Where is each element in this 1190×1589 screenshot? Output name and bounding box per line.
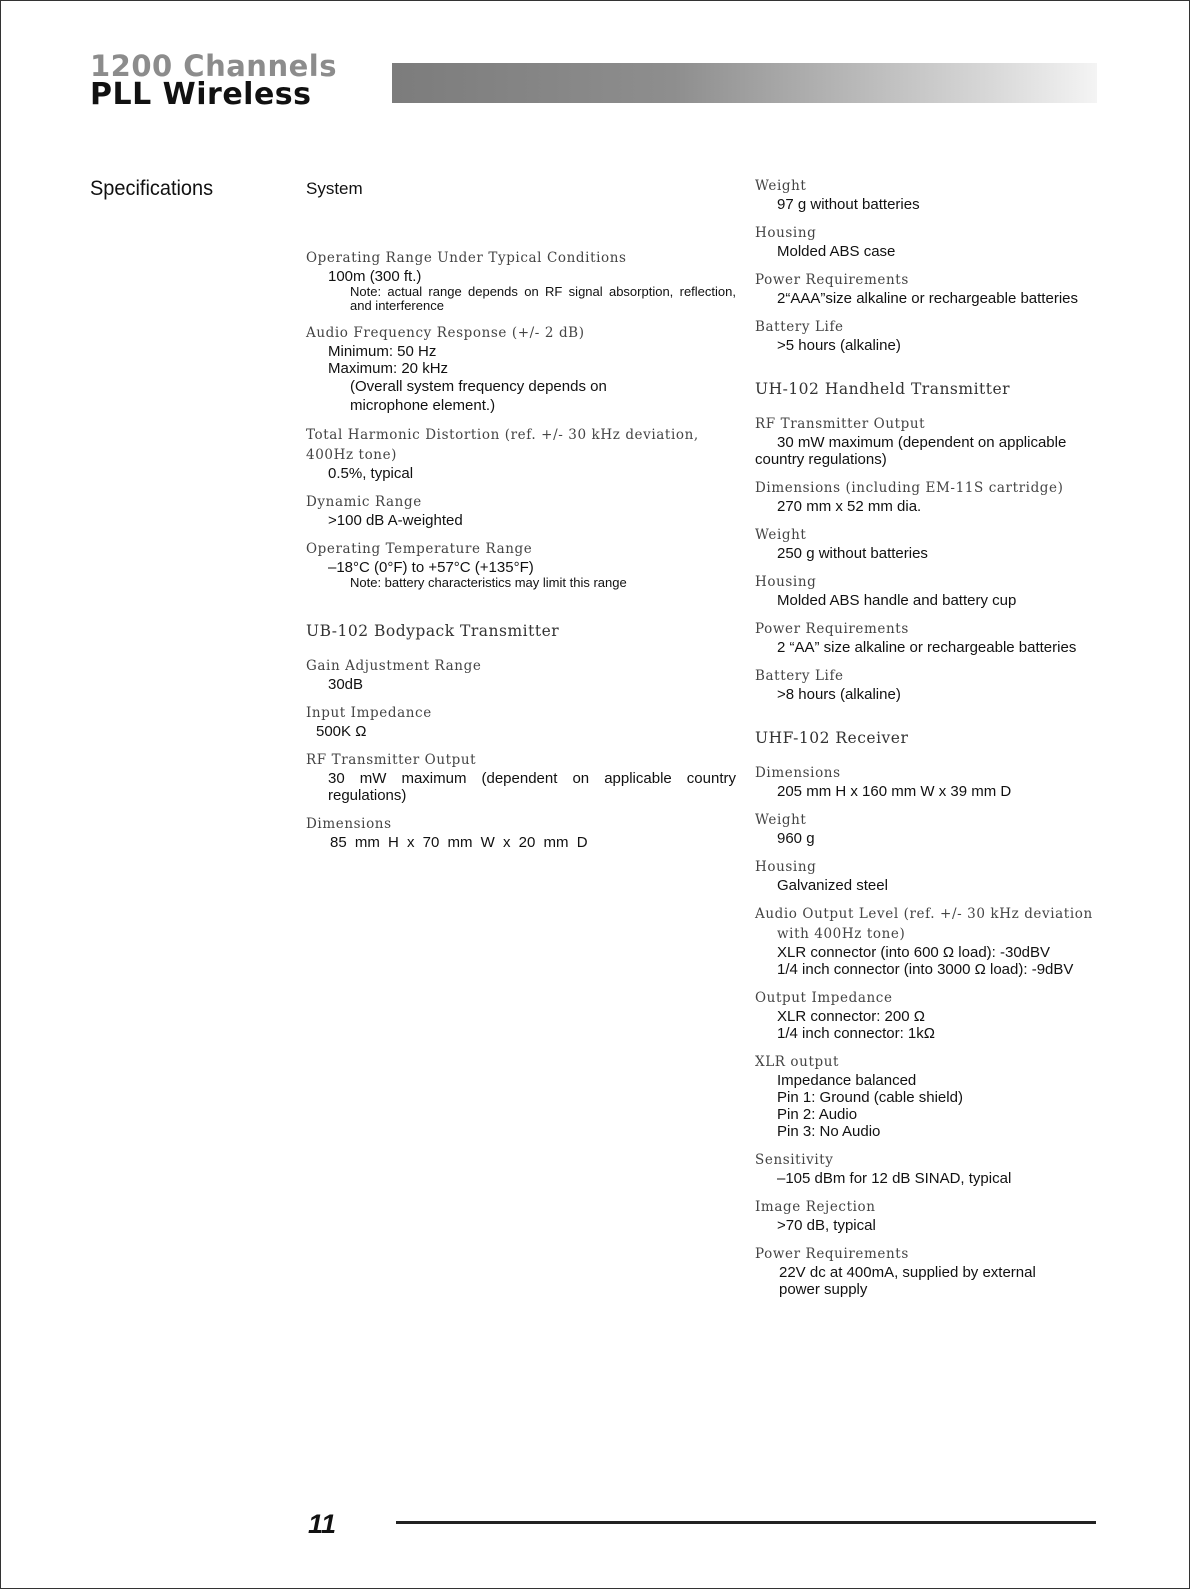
spec-value: 100m (300 ft.) [328,268,422,285]
rx-audio-output-spec [755,904,1100,978]
spec-label: Dynamic Range [306,494,422,510]
spec-label: Weight [755,178,807,194]
spec-label: RF Transmitter Output [306,752,477,768]
brand-logo [90,49,337,112]
spec-value: 22V dc at 400mA, supplied by external [779,1264,1036,1281]
uh-dimensions-spec [755,478,1100,515]
spec-value-cont: power supply [779,1281,868,1298]
spec-label: Battery Life [755,668,844,684]
dimensions-spec [306,814,736,851]
spec-value: 205 mm H x 160 mm W x 39 mm D [777,783,1012,800]
spec-value-quarter: 1/4 inch connector (into 3000 Ω load): -9dBV [777,961,1074,978]
ub-weight-spec [755,176,1100,213]
brand-line-1: 1200 Channels [90,49,337,83]
spec-note: Note: battery characteristics may limit this range [350,575,627,590]
spec-label: Gain Adjustment Range [306,658,482,674]
spec-label: XLR output [755,1054,840,1070]
spec-label: Sensitivity [755,1152,834,1168]
operating-range-spec [306,248,736,313]
spec-label: Audio Frequency Response (+/- 2 dB) [306,325,585,341]
gain-spec [306,656,736,693]
spec-value-max: Maximum: 20 kHz [328,360,449,377]
spec-value: 500K Ω [316,723,367,740]
header-gradient-bar [392,63,1097,103]
spec-value: –18°C (0°F) to +57°C (+135°F) [328,559,534,576]
spec-value: 30dB [328,676,364,693]
spec-label: Battery Life [755,319,844,335]
spec-value: >8 hours (alkaline) [777,686,901,703]
rx-xlr-output-spec [755,1052,1100,1140]
spec-label: Operating Temperature Range [306,541,533,557]
spec-value: Galvanized steel [777,877,888,894]
spec-label: Power Requirements [755,272,909,288]
section-title: Specifications [90,177,214,200]
frequency-response-spec [306,323,736,415]
ub-battery-spec [755,317,1100,354]
spec-value-quarter: 1/4 inch connector: 1kΩ [777,1025,935,1042]
spec-label: Housing [755,859,817,875]
spec-value-cont: country regulations) [755,451,887,468]
rx-dimensions-spec [755,763,1100,800]
spec-value: Molded ABS case [777,243,896,260]
spec-value-xlr: XLR connector (into 600 Ω load): -30dBV [777,944,1051,961]
spec-label: Operating Range Under Typical Conditions [306,250,627,266]
spec-label-cont: with 400Hz tone) [777,926,906,942]
input-impedance-spec [306,703,736,740]
spec-label: Housing [755,574,817,590]
spec-note: Note: actual range depends on RF signal absorption, reflection, and interference [350,284,736,313]
spec-value: 2“AAA”size alkaline or rechargeable batteries [777,290,1078,307]
thd-spec [306,425,736,482]
uh102-title: UH-102 Handheld Transmitter [755,380,1011,398]
spec-label: Image Rejection [755,1199,876,1215]
rx-weight-spec [755,810,1100,847]
spec-label: Dimensions [755,765,841,781]
spec-label: Audio Output Level (ref. +/- 30 kHz deviation [755,906,1093,922]
spec-value: 97 g without batteries [777,196,920,213]
spec-value: >5 hours (alkaline) [777,337,901,354]
right-column [755,176,1100,1308]
system-heading: System [306,179,363,198]
spec-value: 85 mm H x 70 mm W x 20 mm D [330,834,588,851]
spec-value: 270 mm x 52 mm dia. [777,498,922,515]
spec-label: Total Harmonic Distortion (ref. +/- 30 kHz deviation, 400Hz tone) [306,427,699,463]
spec-label: Dimensions (including EM-11S cartridge) [755,480,1064,496]
uh-weight-spec [755,525,1100,562]
spec-value: 2 “AA” size alkaline or rechargeable batteries [777,639,1077,656]
left-column [306,178,736,861]
rx-sensitivity-spec [755,1150,1100,1187]
spec-label: Dimensions [306,816,392,832]
spec-value-min: Minimum: 50 Hz [328,343,437,360]
uh-rf-spec [755,414,1100,468]
brand-line-2: PLL Wireless [90,77,312,112]
spec-value-xlr: XLR connector: 200 Ω [777,1008,925,1025]
spec-value-line: Pin 2: Audio [777,1106,858,1123]
spec-value: >70 dB, typical [777,1217,876,1234]
spec-value-line: Pin 1: Ground (cable shield) [777,1089,963,1106]
uh-housing-spec [755,572,1100,609]
spec-value: –105 dBm for 12 dB SINAD, typical [777,1170,1012,1187]
page-number: 11 [308,1509,337,1539]
spec-label: Output Impedance [755,990,893,1006]
footer-rule [396,1521,1096,1524]
spec-value-line: Pin 3: No Audio [777,1123,881,1140]
uhf102-title: UHF-102 Receiver [755,729,909,747]
temperature-range-spec [306,539,736,590]
spec-value: 30 mW maximum (dependent on applicable [777,434,1067,451]
rx-power-spec [755,1244,1100,1298]
spec-label: Power Requirements [755,1246,909,1262]
spec-subnote: (Overall system frequency depends on microphone element.) [350,378,607,414]
spec-label: Weight [755,527,807,543]
ub102-title: UB-102 Bodypack Transmitter [306,622,560,640]
spec-value: 960 g [777,830,815,847]
rx-output-impedance-spec [755,988,1100,1042]
uh-battery-spec [755,666,1100,703]
rx-housing-spec [755,857,1100,894]
spec-label: Power Requirements [755,621,909,637]
dynamic-range-spec [306,492,736,529]
rf-output-spec [306,750,736,804]
uh-power-spec [755,619,1100,656]
spec-label: Housing [755,225,817,241]
spec-value-line: Impedance balanced [777,1072,917,1089]
spec-value: 0.5%, typical [328,465,414,482]
spec-label: Weight [755,812,807,828]
spec-value: >100 dB A-weighted [328,512,463,529]
spec-label: Input Impedance [306,705,432,721]
ub-housing-spec [755,223,1100,260]
spec-label: RF Transmitter Output [755,416,926,432]
spec-value: 30 mW maximum (dependent on applicable country regulations) [328,770,736,804]
ub-power-spec [755,270,1100,307]
spec-value: 250 g without batteries [777,545,928,562]
spec-value: Molded ABS handle and battery cup [777,592,1017,609]
rx-image-rejection-spec [755,1197,1100,1234]
